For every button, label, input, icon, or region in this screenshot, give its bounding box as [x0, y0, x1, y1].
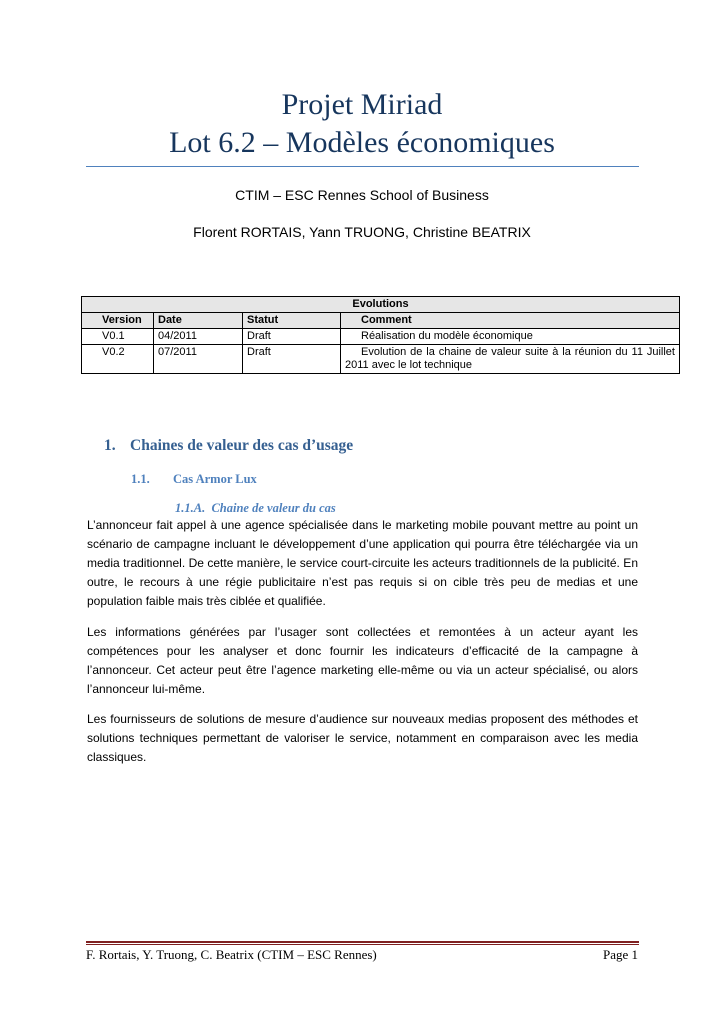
table-row [82, 345, 680, 374]
footer-rule [86, 941, 639, 943]
cell-date: 04/2011 [154, 329, 243, 345]
evolutions-table-caption: Evolutions [82, 297, 680, 313]
subsubsection-number: 1.1.A. [175, 501, 206, 515]
column-header-comment: Comment [341, 313, 680, 329]
subsubsection-title: Chaine de valeur du cas [211, 501, 336, 515]
column-header-date: Date [154, 313, 243, 329]
footer-authors: F. Rortais, Y. Truong, C. Beatrix (CTIM – ESC Rennes) [86, 947, 377, 962]
subsection-heading [131, 472, 257, 487]
title-underline [86, 166, 639, 167]
authors-line: Florent RORTAIS, Yann TRUONG, Christine BEATRIX [193, 224, 531, 240]
cell-date: 07/2011 [154, 345, 243, 374]
evolutions-table [81, 296, 680, 374]
cell-version: V0.1 [82, 329, 154, 345]
table-header-row [82, 313, 680, 329]
body-paragraph-1: L’annonceur fait appel à une agence spécialisée dans le marketing mobile pouvant mettre au point un scénario de campagne incluant le développement d’une application qui pourra être téléchargée via un media traditionnel. De cette manière, le service court-circuite les acteurs traditionnels de la publicité. En outre, le recours à une régie publicitaire n’est pas requis si on cible très peu de medias et une population faible mais très ciblée et qualifiée. [87, 518, 638, 608]
section-number: 1. [104, 437, 116, 454]
footer-rule-thin [86, 944, 639, 945]
body-paragraph-3: Les fournisseurs de solutions de mesure d’audience sur nouveaux medias proposent des méthodes et solutions techniques permettant de valoriser le service, notamment en comparaison avec les media classiques. [87, 712, 638, 764]
cell-version: V0.2 [82, 345, 154, 374]
cell-statut: Draft [243, 329, 341, 345]
subsubsection-heading [175, 501, 336, 516]
table-row [82, 329, 680, 345]
subsection-number: 1.1. [131, 472, 150, 486]
document-title-line-2: Lot 6.2 – Modèles économiques [169, 126, 555, 159]
cell-comment: Evolution de la chaine de valeur suite à la réunion du 11 Juillet 2011 avec le lot technique [341, 345, 680, 374]
document-title-line-1: Projet Miriad [281, 88, 443, 121]
cell-statut: Draft [243, 345, 341, 374]
section-heading [104, 437, 353, 455]
organization-line: CTIM – ESC Rennes School of Business [235, 187, 489, 203]
column-header-version: Version [82, 313, 154, 329]
column-header-statut: Statut [243, 313, 341, 329]
body-paragraph-2: Les informations générées par l’usager sont collectées et remontées à un acteur ayant les compétences pour les analyser et donc fournir les indicateurs d’efficacité de la campagne à l’annonceur. Cet acteur peut être l’agence marketing elle-même ou via un acteur spécialisé, ou alors l’annonceur lui-même. [87, 625, 638, 696]
section-title: Chaines de valeur des cas d’usage [130, 437, 354, 454]
cell-comment: Réalisation du modèle économique [341, 329, 680, 345]
subsection-title: Cas Armor Lux [173, 472, 257, 486]
page-number: Page 1 [602, 947, 638, 962]
